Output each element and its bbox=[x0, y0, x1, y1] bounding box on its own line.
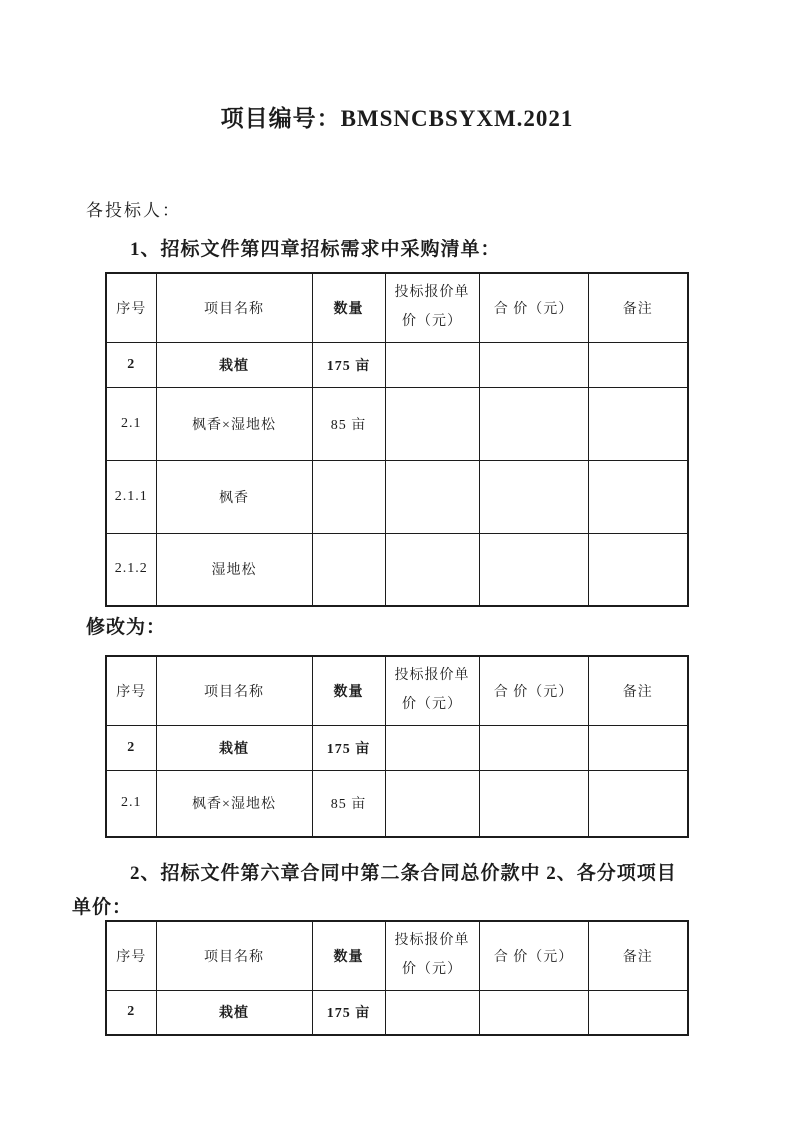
table-header-row bbox=[106, 656, 688, 725]
cell-name: 枫香×湿地松 bbox=[156, 770, 312, 837]
table-row bbox=[106, 725, 688, 770]
cell-seq: 2.1 bbox=[106, 387, 156, 460]
cell-seq: 2 bbox=[106, 725, 156, 770]
cell-seq: 2.1 bbox=[106, 770, 156, 837]
cell-remark bbox=[588, 387, 688, 460]
header-unit-price-line2: 价（元） bbox=[402, 697, 462, 713]
cell-seq: 2 bbox=[106, 342, 156, 387]
header-qty: 数量 bbox=[312, 921, 385, 990]
header-total-price: 合 价（元） bbox=[479, 656, 588, 725]
cell-name: 枫香×湿地松 bbox=[156, 387, 312, 460]
cell-remark bbox=[588, 460, 688, 533]
cell-seq: 2.1.2 bbox=[106, 533, 156, 606]
header-remark: 备注 bbox=[588, 921, 688, 990]
cell-unit-price bbox=[385, 990, 479, 1035]
header-seq: 序号 bbox=[106, 273, 156, 342]
header-unit-price-line2: 价（元） bbox=[402, 962, 462, 978]
cell-total-price bbox=[479, 770, 588, 837]
table-header-row bbox=[106, 921, 688, 990]
table-contract-unit-price bbox=[105, 920, 689, 1036]
cell-qty: 175 亩 bbox=[312, 342, 385, 387]
section2-heading bbox=[72, 857, 732, 925]
header-remark: 备注 bbox=[588, 656, 688, 725]
cell-qty: 175 亩 bbox=[312, 725, 385, 770]
cell-total-price bbox=[479, 533, 588, 606]
cell-qty bbox=[312, 460, 385, 533]
section2-heading-line1: 2、招标文件第六章合同中第二条合同总价款中 2、各分项项目 bbox=[130, 863, 677, 884]
cell-remark bbox=[588, 342, 688, 387]
section1-heading: 1、招标文件第四章招标需求中采购清单： bbox=[130, 239, 501, 260]
table-row bbox=[106, 342, 688, 387]
salutation: 各投标人： bbox=[86, 201, 181, 220]
section2-heading-line2: 单价： bbox=[72, 897, 133, 918]
header-unit-price bbox=[385, 921, 479, 990]
table-row bbox=[106, 387, 688, 460]
cell-total-price bbox=[479, 342, 588, 387]
cell-remark bbox=[588, 725, 688, 770]
cell-remark bbox=[588, 990, 688, 1035]
cell-total-price bbox=[479, 460, 588, 533]
cell-name: 栽植 bbox=[156, 725, 312, 770]
cell-total-price bbox=[479, 990, 588, 1035]
header-total-price: 合 价（元） bbox=[479, 273, 588, 342]
cell-name: 枫香 bbox=[156, 460, 312, 533]
header-unit-price-line1: 投标报价单 bbox=[394, 285, 470, 301]
cell-qty: 175 亩 bbox=[312, 990, 385, 1035]
header-remark: 备注 bbox=[588, 273, 688, 342]
cell-unit-price bbox=[385, 533, 479, 606]
header-name: 项目名称 bbox=[156, 273, 312, 342]
header-unit-price-line2: 价（元） bbox=[402, 314, 462, 330]
cell-unit-price bbox=[385, 725, 479, 770]
cell-seq: 2 bbox=[106, 990, 156, 1035]
table-row bbox=[106, 990, 688, 1035]
cell-unit-price bbox=[385, 387, 479, 460]
cell-name: 湿地松 bbox=[156, 533, 312, 606]
header-total-price: 合 价（元） bbox=[479, 921, 588, 990]
cell-unit-price bbox=[385, 460, 479, 533]
header-name: 项目名称 bbox=[156, 921, 312, 990]
cell-unit-price bbox=[385, 770, 479, 837]
header-seq: 序号 bbox=[106, 656, 156, 725]
cell-remark bbox=[588, 770, 688, 837]
header-qty: 数量 bbox=[312, 656, 385, 725]
cell-qty: 85 亩 bbox=[312, 387, 385, 460]
cell-seq: 2.1.1 bbox=[106, 460, 156, 533]
table-row bbox=[106, 770, 688, 837]
table-procurement-original bbox=[105, 272, 689, 607]
header-unit-price bbox=[385, 273, 479, 342]
table-row bbox=[106, 460, 688, 533]
cell-name: 栽植 bbox=[156, 342, 312, 387]
cell-qty: 85 亩 bbox=[312, 770, 385, 837]
cell-remark bbox=[588, 533, 688, 606]
header-unit-price-line1: 投标报价单 bbox=[394, 668, 470, 684]
cell-total-price bbox=[479, 387, 588, 460]
cell-unit-price bbox=[385, 342, 479, 387]
header-qty: 数量 bbox=[312, 273, 385, 342]
header-seq: 序号 bbox=[106, 921, 156, 990]
header-name: 项目名称 bbox=[156, 656, 312, 725]
table-header-row bbox=[106, 273, 688, 342]
cell-name: 栽植 bbox=[156, 990, 312, 1035]
table-procurement-modified bbox=[105, 655, 689, 838]
header-unit-price-line1: 投标报价单 bbox=[394, 933, 470, 949]
header-unit-price bbox=[385, 656, 479, 725]
modify-label: 修改为： bbox=[86, 617, 167, 638]
page-title: 项目编号：BMSNCBSYXM.2021 bbox=[220, 106, 574, 131]
cell-qty bbox=[312, 533, 385, 606]
table-row bbox=[106, 533, 688, 606]
cell-total-price bbox=[479, 725, 588, 770]
